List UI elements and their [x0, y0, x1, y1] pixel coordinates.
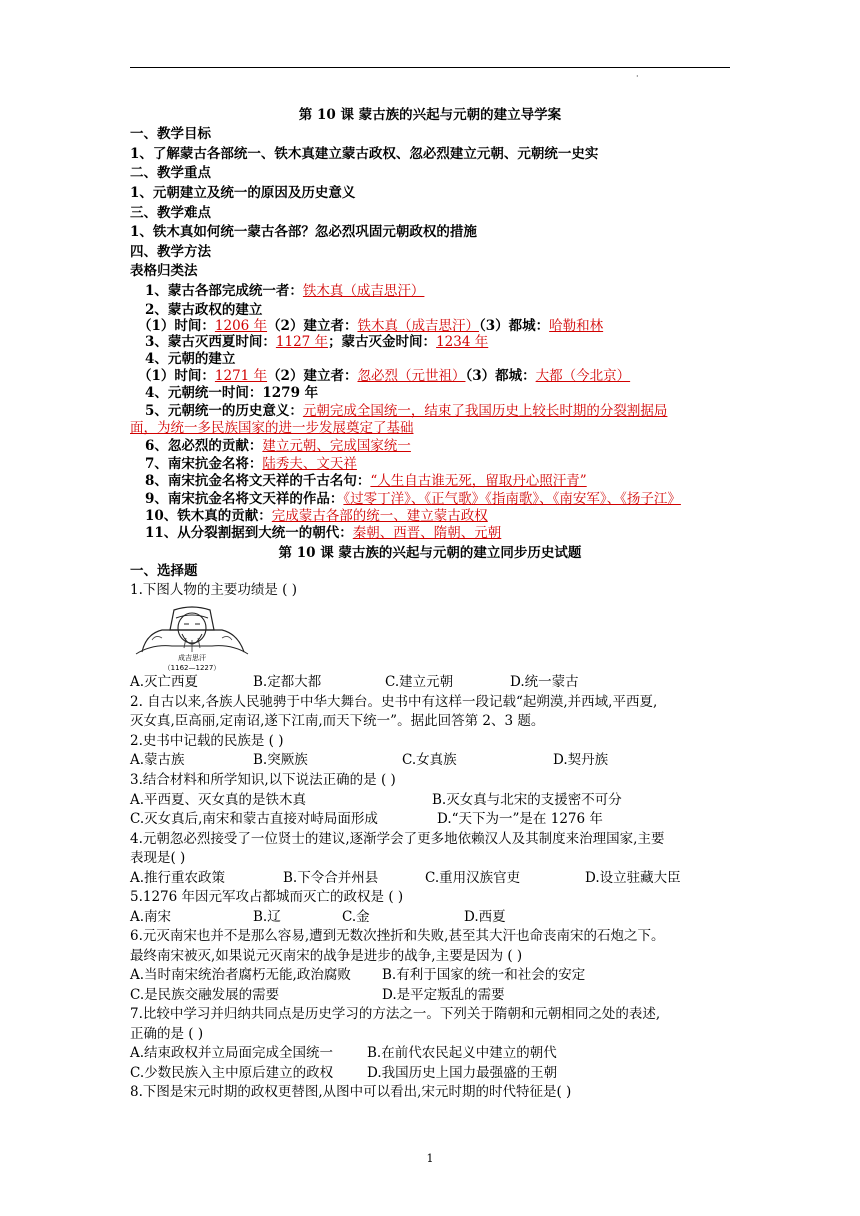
- q3-option-b[interactable]: B.灭女真与北宋的支援密不可分: [432, 792, 622, 808]
- item-3-answer-2: 1234 年: [436, 334, 489, 350]
- item-6: [145, 437, 411, 456]
- question-2: 2.史书中记载的民族是 ( ): [130, 733, 284, 749]
- goals-text: 1、了解蒙古各部统一、铁木真建立蒙古政权、忽必烈建立元朝、元朝统一史实: [130, 146, 599, 162]
- portrait-caption: 成吉思汗: [178, 654, 206, 662]
- q7-option-a[interactable]: A.结束政权并立局面完成全国统一: [130, 1045, 334, 1061]
- item-2a-answer-3: 哈勒和林: [549, 318, 604, 334]
- genghis-khan-portrait: [132, 604, 252, 674]
- q2-option-c[interactable]: C.女真族: [402, 752, 457, 768]
- item-2: 2、蒙古政权的建立: [145, 302, 263, 318]
- item-1: [145, 282, 424, 301]
- q1-option-a[interactable]: A.灭亡西夏: [130, 674, 199, 690]
- exercise-title: 第 10 课 蒙古族的兴起与元朝的建立同步历史试题: [278, 545, 582, 561]
- item-2a-answer-2: 铁木真（成吉思汗）: [357, 318, 479, 334]
- q6-option-b[interactable]: B.有利于国家的统一和社会的安定: [382, 967, 586, 983]
- portrait-years: （1162—1227）: [163, 664, 221, 672]
- difficulty-text: 1、铁木真如何统一蒙古各部？忽必烈巩固元朝政权的措施: [130, 224, 477, 240]
- item-5-label: 5、元朝统一的历史意义：: [145, 403, 303, 419]
- focus-text: 1、元朝建立及统一的原因及历史意义: [130, 185, 356, 201]
- question-4-line-1: 4.元朝忽必烈接受了一位贤士的建议,逐渐学会了更多地依赖汉人及其制度来治理国家,主要: [130, 831, 665, 847]
- guide-title: 第 10 课 蒙古族的兴起与元朝的建立导学案: [298, 107, 562, 123]
- item-2a-p3: （3）都城：: [478, 318, 550, 334]
- item-5-cont: [130, 419, 414, 438]
- q6-option-c[interactable]: C.是民族交融发展的需要: [130, 987, 280, 1003]
- item-4a-answer-1: 1271 年: [214, 368, 268, 384]
- section-heading-goals: 一、教学目标: [130, 126, 211, 142]
- item-5-answer-line-2: 面，为统一多民族国家的进一步发展奠定了基础: [130, 420, 414, 436]
- q7-option-c[interactable]: C.少数民族入主中原后建立的政权: [130, 1065, 334, 1081]
- question-6-line-2: 最终南宋被灭,如果说元灭南宋的战争是进步的战争,主要是因为 ( ): [130, 948, 523, 964]
- q3-option-a[interactable]: A.平西夏、灭女真的是铁木真: [130, 792, 307, 808]
- q4-option-d[interactable]: D.设立驻藏大臣: [585, 870, 681, 886]
- item-8: [145, 472, 587, 491]
- item-10-answer: 完成蒙古各部的统一、建立蒙古政权: [271, 508, 488, 524]
- q7-option-d[interactable]: D.我国历史上国力最强盛的王朝: [367, 1065, 558, 1081]
- question-7-line-1: 7.比较中学习并归纳共同点是历史学习的方法之一。下列关于隋朝和元朝相同之处的表述,: [130, 1006, 661, 1022]
- item-1-answer: 铁木真（成吉思汗）: [302, 283, 425, 299]
- q3-option-d[interactable]: D.“天下为一”是在 1276 年: [437, 811, 603, 827]
- item-2a-p1: （1）时间：: [138, 318, 215, 334]
- question-7-line-2: 正确的是 ( ): [130, 1026, 204, 1042]
- item-1-label: 1、蒙古各部完成统一者：: [145, 283, 303, 299]
- item-6-label: 6、忽必烈的贡献：: [145, 438, 263, 454]
- question-3: 3.结合材料和所学知识,以下说法正确的是 ( ): [130, 772, 396, 788]
- item-11: [145, 524, 501, 543]
- question-4-line-2: 表现是( ): [130, 850, 186, 866]
- item-4a-p1: （1）时间：: [138, 368, 215, 384]
- item-3-answer-1: 1127 年: [275, 334, 329, 350]
- section-heading-choice: 一、选择题: [130, 563, 198, 579]
- q5-option-d[interactable]: D.西夏: [464, 909, 506, 925]
- header-dot: ·: [636, 72, 639, 81]
- q2-option-d[interactable]: D.契丹族: [553, 752, 609, 768]
- question-2-intro-line-1: 2. 自古以来,各族人民驰骋于中华大舞台。史书中有这样一段记载“起朔漠,并西域,平西夏,: [130, 694, 658, 710]
- q4-option-b[interactable]: B.下令合并州县: [283, 870, 379, 886]
- item-4a-p3: （3）都城：: [465, 368, 536, 384]
- q3-option-c[interactable]: C.灭女真后,南宋和蒙古直接对峙局面形成: [130, 811, 378, 827]
- item-7-label: 7、南宋抗金名将：: [145, 456, 263, 472]
- portrait-drawing: [132, 604, 252, 674]
- q1-option-c[interactable]: C.建立元朝: [385, 674, 454, 690]
- q1-option-b[interactable]: B.定都大都: [253, 674, 322, 690]
- section-heading-difficulty: 三、教学难点: [130, 205, 211, 221]
- q6-option-a[interactable]: A.当时南宋统治者腐朽无能,政治腐败: [130, 967, 351, 983]
- item-11-label: 11、从分裂割据到大统一的朝代：: [145, 525, 353, 541]
- question-2-intro-line-2: 灭女真,臣高丽,定南诏,遂下江南,而天下统一”。据此回答第 2、3 题。: [130, 713, 545, 729]
- item-5-answer-line-1: 元朝完成全国统一，结束了我国历史上较长时期的分裂割据局: [302, 403, 668, 419]
- item-8-answer: “人生自古谁无死，留取丹心照汗青”: [370, 473, 587, 489]
- q6-option-d[interactable]: D.是平定叛乱的需要: [382, 987, 505, 1003]
- item-4b: 4、元朝统一时间：1279 年: [145, 385, 319, 401]
- header-rule: [130, 67, 730, 68]
- question-5: 5.1276 年因元军攻占都城而灭亡的政权是 ( ): [130, 889, 404, 905]
- item-2a-answer-1: 1206 年: [214, 318, 268, 334]
- item-8-label: 8、南宋抗金名将文天祥的千古名句：: [145, 473, 371, 489]
- question-1: 1.下图人物的主要功绩是 ( ): [130, 582, 297, 598]
- item-4a-answer-2: 忽必烈（元世祖）: [357, 368, 466, 384]
- q2-option-a[interactable]: A.蒙古族: [130, 752, 185, 768]
- item-4: 4、元朝的建立: [145, 351, 236, 367]
- item-9-answer: 《过零丁洋》、《正气歌》《指南歌》、《南安军》、《扬子江》: [343, 491, 681, 507]
- item-3-p1: 3、蒙古灭西夏时间：: [145, 334, 276, 350]
- item-9-label: 9、南宋抗金名将文天祥的作品：: [145, 491, 344, 507]
- item-7-answer: 陆秀夫、文天祥: [262, 456, 357, 472]
- page-number: 1: [426, 1152, 434, 1165]
- section-heading-focus: 二、教学重点: [130, 165, 211, 181]
- item-6-answer: 建立元朝、完成国家统一: [262, 438, 411, 454]
- item-10-label: 10、铁木真的贡献：: [145, 508, 272, 524]
- q2-option-b[interactable]: B.突厥族: [253, 752, 308, 768]
- item-11-answer: 秦朝、西晋、隋朝、元朝: [352, 525, 502, 541]
- method-text: 表格归类法: [130, 263, 198, 279]
- q5-option-c[interactable]: C.金: [342, 909, 370, 925]
- q5-option-a[interactable]: A.南宋: [130, 909, 172, 925]
- question-6-line-1: 6.元灭南宋也并不是那么容易,遭到无数次挫折和失败,甚至其大汗也命丧南宋的石炮之下。: [130, 928, 665, 944]
- item-2a-p2: （2）建立者：: [267, 318, 358, 334]
- question-8: 8.下图是宋元时期的政权更替图,从图中可以看出,宋元时期的时代特征是( ): [130, 1084, 572, 1100]
- item-4a-p2: （2）建立者：: [267, 368, 358, 384]
- q4-option-a[interactable]: A.推行重农政策: [130, 870, 226, 886]
- q5-option-b[interactable]: B.辽: [253, 909, 281, 925]
- section-heading-method: 四、教学方法: [130, 244, 211, 260]
- item-4a-answer-3: 大都（今北京）: [535, 368, 631, 384]
- q7-option-b[interactable]: B.在前代农民起义中建立的朝代: [367, 1045, 557, 1061]
- q4-option-c[interactable]: C.重用汉族官吏: [425, 870, 521, 886]
- q1-option-d[interactable]: D.统一蒙古: [510, 674, 579, 690]
- item-3-p2: ；蒙古灭金时间：: [328, 334, 437, 350]
